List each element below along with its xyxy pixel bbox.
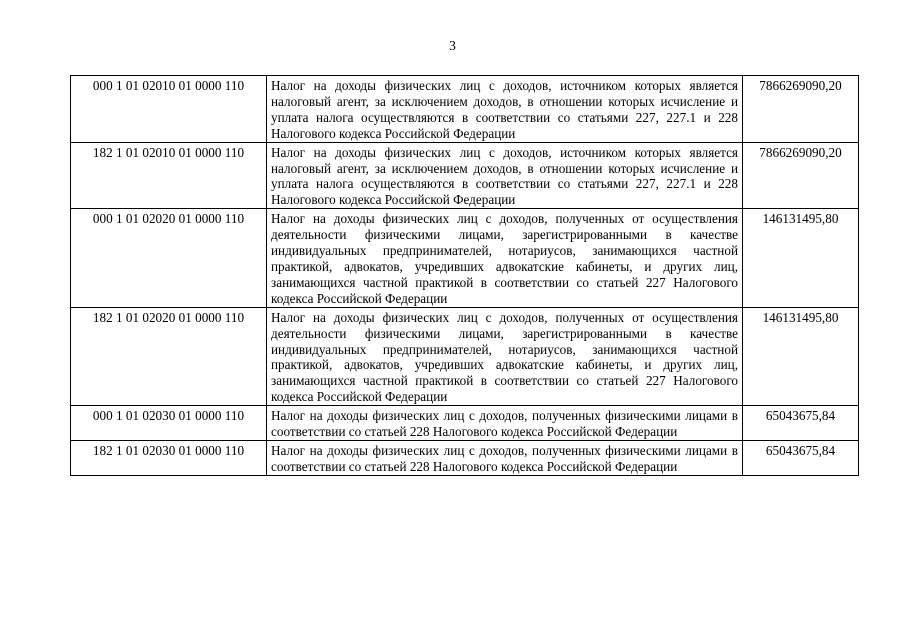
page-number: 3 <box>449 38 456 53</box>
budget-classification-code: 000 1 01 02010 01 0000 110 <box>71 76 267 143</box>
revenue-amount: 65043675,84 <box>743 440 859 475</box>
table-row <box>71 209 859 307</box>
revenue-description: Налог на доходы физических лиц с доходов, полученных физическими лицами в соответствии со статьей 228 Налогового кодекса Российской Федерации <box>267 406 743 441</box>
revenue-description: Налог на доходы физических лиц с доходов, источником которых является налоговый агент, за исключением доходов, в отношении которых исчисление и уплата налога осуществляются в соответствии со статьями 227, 227.1 и 228 Налогового кодекса Российской Федерации <box>267 142 743 209</box>
revenue-amount: 7866269090,20 <box>743 76 859 143</box>
revenue-amount: 146131495,80 <box>743 209 859 307</box>
table-row <box>71 307 859 405</box>
table-row <box>71 440 859 475</box>
revenue-amount: 65043675,84 <box>743 406 859 441</box>
revenue-amount: 146131495,80 <box>743 307 859 405</box>
budget-classification-code: 182 1 01 02020 01 0000 110 <box>71 307 267 405</box>
revenue-description: Налог на доходы физических лиц с доходов, источником которых является налоговый агент, за исключением доходов, в отношении которых исчисление и уплата налога осуществляются в соответствии со статьями 227, 227.1 и 228 Налогового кодекса Российской Федерации <box>267 76 743 143</box>
budget-classification-code: 182 1 01 02010 01 0000 110 <box>71 142 267 209</box>
budget-classification-code: 000 1 01 02030 01 0000 110 <box>71 406 267 441</box>
revenue-description: Налог на доходы физических лиц с доходов, полученных от осуществления деятельности физическими лицами, зарегистрированными в качестве индивидуальных предпринимателей, нотариусов, занимающихся частной практикой, адвокатов, учредивших адвокатские кабинеты, и других лиц, занимающихся частной практикой в соответствии со статьей 227 Налогового кодекса Российской Федерации <box>267 307 743 405</box>
table-row <box>71 142 859 209</box>
revenue-description: Налог на доходы физических лиц с доходов, полученных от осуществления деятельности физическими лицами, зарегистрированными в качестве индивидуальных предпринимателей, нотариусов, занимающихся частной практикой, адвокатов, учредивших адвокатские кабинеты, и других лиц, занимающихся частной практикой в соответствии со статьей 227 Налогового кодекса Российской Федерации <box>267 209 743 307</box>
revenue-amount: 7866269090,20 <box>743 142 859 209</box>
budget-revenue-table <box>70 75 859 476</box>
table-row <box>71 76 859 143</box>
revenue-description: Налог на доходы физических лиц с доходов, полученных физическими лицами в соответствии со статьей 228 Налогового кодекса Российской Федерации <box>267 440 743 475</box>
table-row <box>71 406 859 441</box>
budget-classification-code: 000 1 01 02020 01 0000 110 <box>71 209 267 307</box>
budget-classification-code: 182 1 01 02030 01 0000 110 <box>71 440 267 475</box>
